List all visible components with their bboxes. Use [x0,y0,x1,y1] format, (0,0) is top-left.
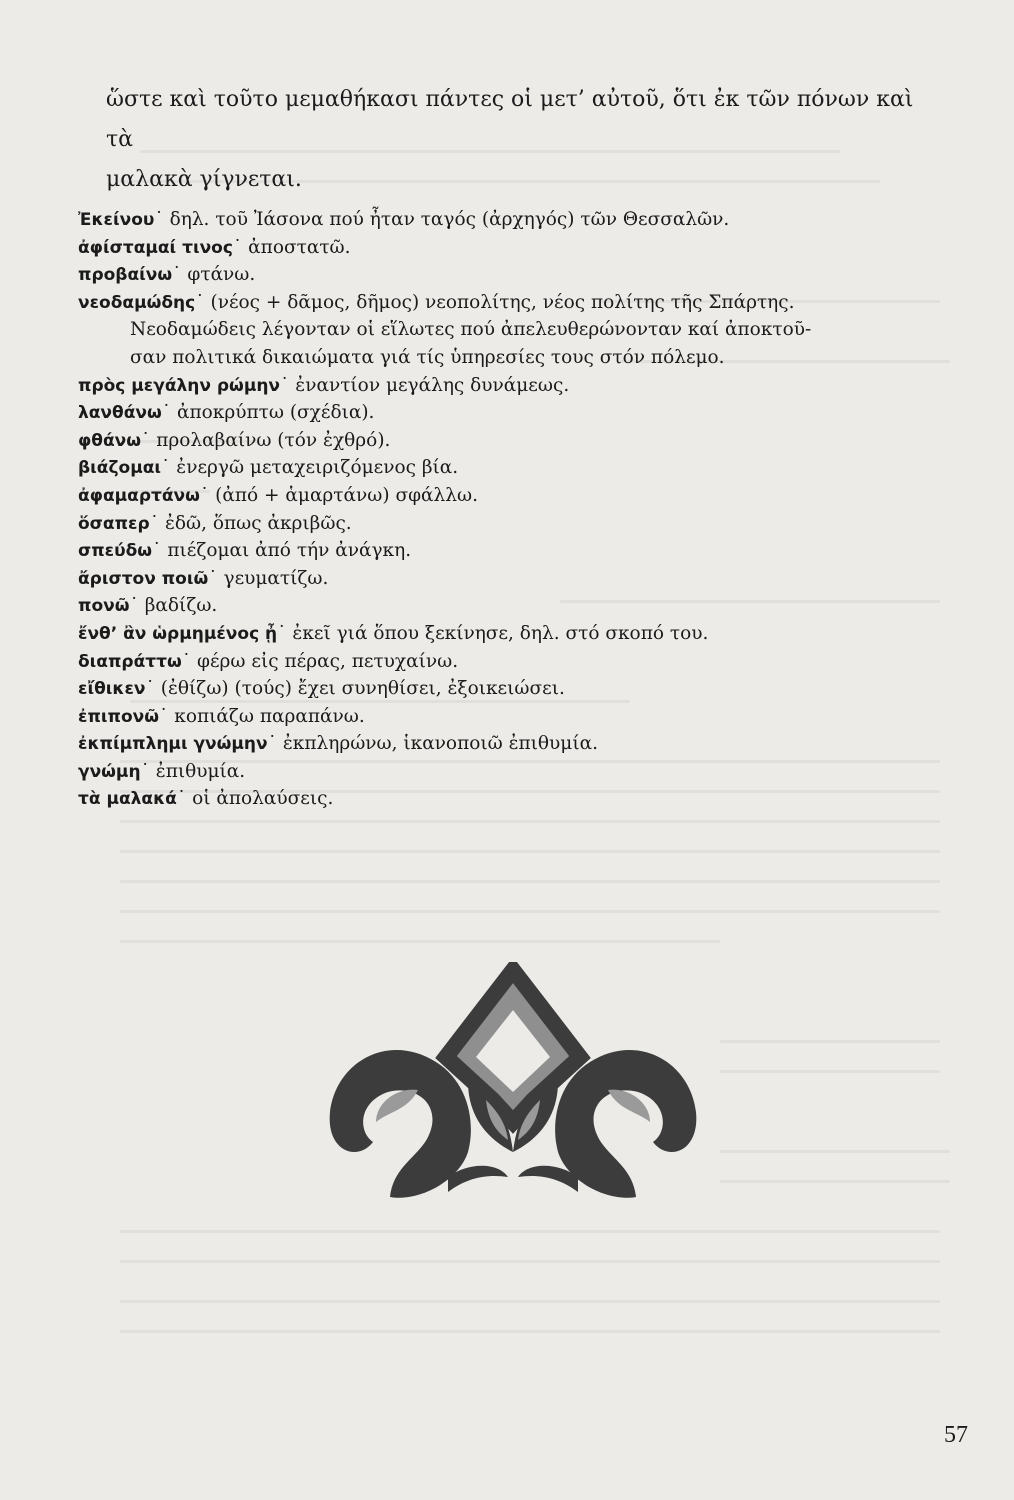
glossary-term: Ἐκείνου [78,210,155,230]
glossary-entry [78,206,958,234]
page-number: 57 [944,1422,968,1448]
term-separator: ˙ [161,457,171,479]
glossary-entry [78,234,958,262]
glossary-term: σπεύδω [78,541,153,562]
glossary-definition: ἐπιθυμία. [155,760,246,782]
glossary-entry [78,537,958,565]
term-separator: ˙ [159,705,169,727]
glossary-entry [78,427,958,455]
glossary-definition: (ἀπό + ἁμαρτάνω) σφάλλω. [215,484,478,506]
glossary-definition: ἐκπληρώνω, ἱκανοποιῶ ἐπιθυμία. [282,733,598,755]
glossary-entry [78,785,958,813]
term-separator: ˙ [267,733,277,755]
glossary-definition: πιέζομαι ἀπό τήν ἀνάγκη. [167,540,412,562]
glossary-term: ἐκπίμπλημι γνώμην [78,734,268,755]
glossary-term: ἔνθ’ ἂν ὡρμημένος ᾖ [78,623,278,644]
glossary-entry [78,372,958,400]
glossary-entry [78,703,958,731]
glossary-definition: ἐδῶ, ὅπως ἀκριβῶς. [164,512,352,534]
term-separator: ˙ [181,650,192,672]
glossary-definition: ἐκεῖ γιά ὅπου ξεκίνησε, δηλ. στό σκοπό του. [292,622,709,644]
glossary-definition: οἱ ἀπολαύσεις. [192,788,334,810]
term-separator: ˙ [149,512,159,534]
glossary-definition: Νεοδαμώδεις λέγονταν οἱ εἵλωτες πού ἀπελευθερώνονταν καί ἀποκτοῦ- [130,319,812,341]
glossary-term: τὰ μαλακά [78,789,177,810]
glossary-entry [78,482,958,510]
glossary-definition: δηλ. τοῦ Ἰάσονα πού ἦταν ταγός (ἀρχηγός) τῶν Θεσσαλῶν. [169,209,730,230]
glossary-term: γνώμη [78,761,141,782]
glossary-entry [78,730,958,758]
term-separator: ˙ [199,484,210,506]
glossary-entry [78,648,958,676]
glossary-term: πονῶ [78,596,130,617]
term-separator: ˙ [195,291,205,313]
glossary-definition: ἀποκρύπτω (σχέδια). [176,402,375,424]
glossary-definition: ἐναντίον μεγάλης δυνάμεως. [295,374,570,396]
glossary-term: φθάνω [78,430,142,451]
term-separator: ˙ [277,622,287,644]
term-separator: ˙ [140,760,150,782]
glossary-definition: (ἐθίζω) (τούς) ἔχει συνηθίσει, ἐξοικειώσει. [160,678,565,700]
term-separator: ˙ [208,567,218,589]
glossary-definition: προλαβαίνω (τόν ἐχθρό). [156,429,391,451]
greek-passage [106,80,946,200]
glossary-entry [78,289,958,317]
glossary-term: ἀφαμαρτάνω [78,485,200,506]
glossary-entry [78,592,958,620]
glossary-entry [78,454,958,482]
glossary-definition: σαν πολιτικά δικαιώματα γιά τίς ὑπηρεσίες τους στόν πόλεμο. [130,346,725,368]
glossary-definition: φτάνω. [187,264,256,286]
passage-line-2: μαλακὰ γίγνεται. [106,167,302,192]
glossary-term: ἄριστον ποιῶ [78,568,209,589]
term-separator: ˙ [141,429,151,451]
glossary-term: προβαίνω [78,265,173,286]
term-separator: ˙ [152,540,162,562]
glossary-entry [78,675,958,703]
glossary-list [78,206,958,813]
glossary-term: ἐπιπονῶ [78,706,160,727]
glossary-entry [78,399,958,427]
term-separator: ˙ [176,788,187,810]
glossary-term: λανθάνω [78,403,162,424]
glossary-term: εἴθικεν [78,679,146,700]
glossary-term: διαπράττω [78,651,182,672]
term-separator: ˙ [129,595,139,617]
glossary-entry [78,565,958,593]
term-separator: ˙ [280,374,290,396]
term-separator: ˙ [172,264,182,286]
glossary-entry [78,344,958,372]
glossary-definition: φέρω εἰς πέρας, πετυχαίνω. [197,650,459,672]
glossary-definition: ἀποστατῶ. [248,236,351,258]
term-separator: ˙ [145,678,155,700]
glossary-term: ὅσαπερ [78,513,150,534]
glossary-definition: γευματίζω. [223,567,329,589]
glossary-entry [78,261,958,289]
glossary-entry [78,758,958,786]
term-separator: ˙ [154,209,164,230]
glossary-entry [78,510,958,538]
term-separator: ˙ [232,236,243,258]
passage-line-1: ὥστε καὶ τοῦτο μεμαθήκασι πάντες οἱ μετ’ αὐτοῦ, ὅτι ἐκ τῶν πόνων καὶ τὰ [106,87,914,152]
glossary-definition: κοπιάζω παραπάνω. [174,705,365,727]
term-separator: ˙ [161,402,171,424]
glossary-definition: (νέος + δᾶμος, δῆμος) νεοπολίτης, νέος πολίτης τῆς Σπάρτης. [210,291,795,313]
glossary-definition: ἐνεργῶ μεταχειριζόμενος βία. [176,457,459,479]
glossary-term: νεοδαμώδης [78,292,196,313]
floral-ornament-icon [318,962,708,1212]
glossary-entry [78,316,958,344]
glossary-definition: βαδίζω. [144,595,218,617]
glossary-term: πρὸς μεγάλην ρώμην [78,375,281,396]
glossary-term: ἀφίσταμαί τινος [78,237,233,258]
glossary-term: βιάζομαι [78,458,162,479]
glossary-entry [78,620,958,648]
